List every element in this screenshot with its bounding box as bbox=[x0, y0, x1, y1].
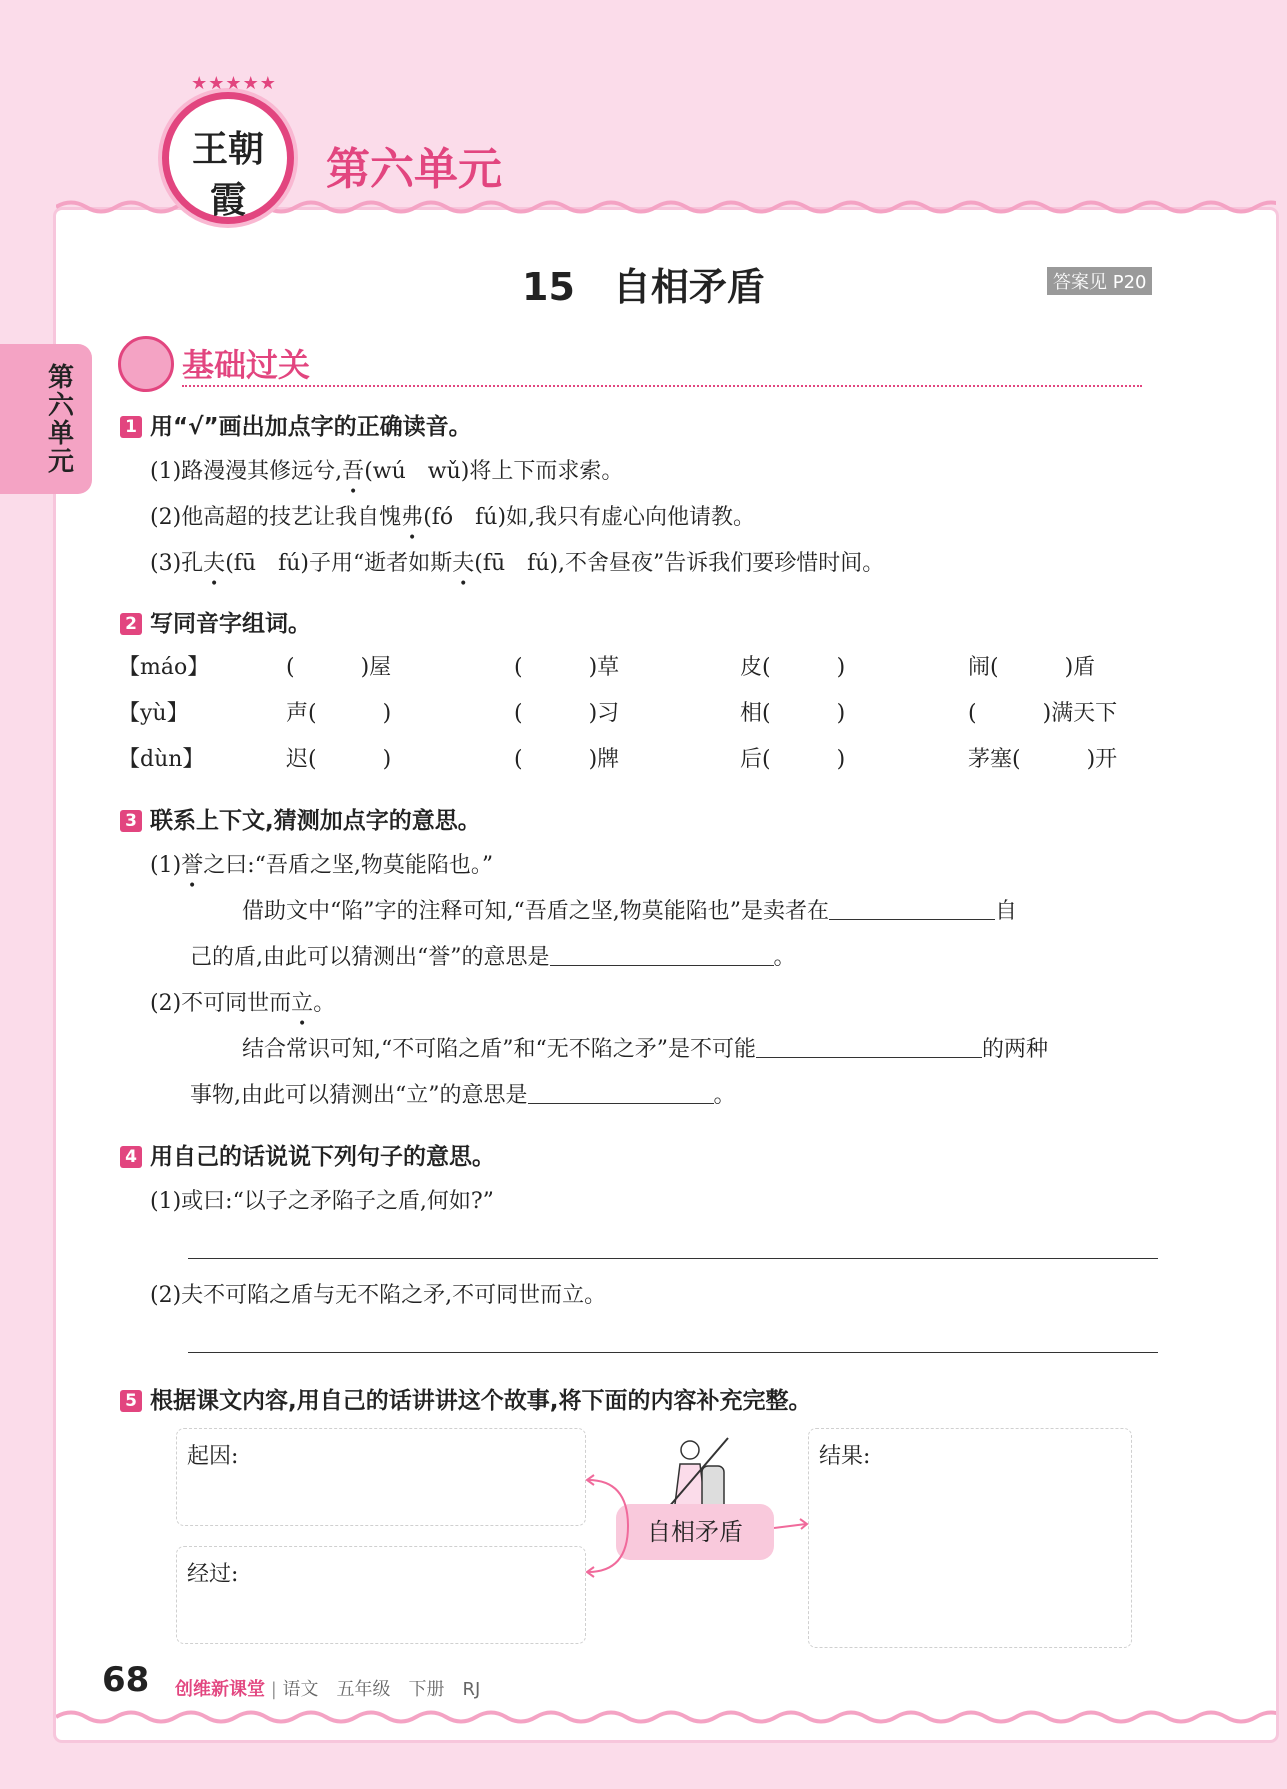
result-label: 结果: bbox=[819, 1444, 871, 1469]
footer-brand: 创维新课堂 bbox=[175, 1679, 265, 1700]
process-box[interactable] bbox=[176, 1546, 586, 1644]
q3-sub2-line2-end: 。 bbox=[713, 1083, 736, 1108]
q3-sub1-line1 bbox=[242, 894, 1017, 925]
q1-item-1-pre: (1)路漫漫其修远兮, bbox=[150, 459, 343, 484]
q4-prompt: 用自己的话说说下列句子的意思。 bbox=[150, 1144, 495, 1170]
section-divider bbox=[182, 385, 1142, 387]
q1-heading bbox=[120, 408, 472, 441]
q5-number: 5 bbox=[120, 1390, 142, 1412]
q1-item-1-post: (wú wǔ)将上下而求索。 bbox=[364, 459, 624, 484]
q2-pinyin: 【dùn】 bbox=[118, 747, 205, 772]
q1-item-1-dotted: 吾 bbox=[342, 459, 365, 484]
q3-sub2-line1-end: 的两种 bbox=[981, 1037, 1048, 1062]
cause-box[interactable] bbox=[176, 1428, 586, 1526]
q2-cell[interactable]: ( )习 bbox=[514, 701, 620, 726]
brand-logo bbox=[162, 73, 294, 224]
section-avatar-icon bbox=[118, 336, 174, 392]
q1-item-3 bbox=[150, 546, 884, 577]
q1-item-2-post: (fó fú)如,我只有虚心向他请教。 bbox=[423, 505, 756, 530]
q4-sentence-2: (2)夫不可陷之盾与无不陷之矛,不可同世而立。 bbox=[150, 1283, 607, 1308]
q3-sub2-post: 。 bbox=[313, 991, 336, 1016]
unit-title: 第六单元 bbox=[326, 144, 502, 195]
footer-book-info: 语文 五年级 下册 RJ bbox=[282, 1679, 481, 1700]
arrow-to-cause-and-process bbox=[584, 1466, 634, 1586]
q1-item-3-dotted-2: 夫 bbox=[452, 551, 475, 576]
q2-pinyin: 【yù】 bbox=[118, 701, 189, 726]
q4-answer-line-1[interactable] bbox=[188, 1258, 1158, 1259]
answer-blank[interactable] bbox=[550, 964, 774, 966]
q3-sub2-line1-text: 结合常识可知,“不可陷之盾”和“无不陷之矛”是不可能 bbox=[242, 1037, 756, 1062]
arrow-to-result bbox=[774, 1516, 810, 1536]
side-tab bbox=[0, 344, 92, 494]
bottom-wave-border bbox=[56, 1708, 1276, 1726]
q5-heading bbox=[120, 1382, 811, 1415]
answer-blank[interactable] bbox=[756, 1056, 982, 1058]
q1-item-3-mid: (fū fú)子用“逝者如斯 bbox=[225, 551, 453, 576]
q2-cell[interactable]: 后( ) bbox=[740, 747, 846, 772]
q1-item-1 bbox=[150, 454, 623, 485]
q2-cell[interactable]: ( )草 bbox=[514, 655, 620, 680]
center-topic: 自相矛盾 bbox=[616, 1504, 774, 1560]
q3-sub1-dotted: 誉 bbox=[181, 853, 204, 878]
q3-sub1-line2 bbox=[190, 940, 796, 971]
q2-heading bbox=[120, 605, 311, 638]
cause-label: 起因: bbox=[187, 1444, 239, 1469]
q2-cell[interactable]: 茅塞( )开 bbox=[968, 747, 1118, 772]
q4-sentence-1: (1)或曰:“以子之矛陷子之盾,何如?” bbox=[150, 1189, 494, 1214]
q3-sub2 bbox=[150, 986, 335, 1017]
q1-item-3-post: (fū fú),不舍昼夜”告诉我们要珍惜时间。 bbox=[474, 551, 885, 576]
q3-sub1-line1-end: 自 bbox=[994, 899, 1017, 924]
q3-heading bbox=[120, 802, 481, 835]
q1-item-2-dotted: 弗 bbox=[401, 505, 424, 530]
q2-cell[interactable]: 闹( )盾 bbox=[968, 655, 1096, 680]
answer-reference: 答案见 P20 bbox=[1047, 267, 1152, 295]
page-number: 68 bbox=[102, 1660, 150, 1700]
q2-cell[interactable]: 相( ) bbox=[740, 701, 846, 726]
q2-cell[interactable]: ( )牌 bbox=[514, 747, 620, 772]
process-label: 经过: bbox=[187, 1562, 239, 1587]
q3-sub1-pre: (1) bbox=[150, 853, 182, 878]
q1-item-2 bbox=[150, 500, 755, 531]
q1-item-2-pre: (2)他高超的技艺让我自愧 bbox=[150, 505, 402, 530]
q1-item-3-dotted: 夫 bbox=[203, 551, 226, 576]
q1-item-3-pre: (3)孔 bbox=[150, 551, 204, 576]
side-tab-label: 第六单元 bbox=[48, 363, 75, 477]
q2-cell[interactable]: ( )屋 bbox=[286, 655, 392, 680]
q3-sub1-post: 之曰:“吾盾之坚,物莫能陷也。” bbox=[203, 853, 494, 878]
q4-number: 4 bbox=[120, 1146, 142, 1168]
q1-number: 1 bbox=[120, 416, 142, 438]
q2-cell[interactable]: 迟( ) bbox=[286, 747, 392, 772]
q5-prompt: 根据课文内容,用自己的话讲讲这个故事,将下面的内容补充完整。 bbox=[150, 1388, 812, 1414]
q1-prompt: 用“√”画出加点字的正确读音。 bbox=[150, 414, 472, 440]
q3-sub2-line2-text: 事物,由此可以猜测出“立”的意思是 bbox=[190, 1083, 528, 1108]
q3-sub2-line1 bbox=[242, 1032, 1048, 1063]
q4-answer-line-2[interactable] bbox=[188, 1352, 1158, 1353]
footer-info: 创维新课堂 | 语文 五年级 下册 RJ bbox=[175, 1679, 481, 1700]
q2-pinyin: 【máo】 bbox=[118, 655, 210, 680]
logo-text: 王朝霞 bbox=[191, 128, 264, 221]
q3-sub1-line1-text: 借助文中“陷”字的注释可知,“吾盾之坚,物莫能陷也”是卖者在 bbox=[242, 899, 829, 924]
q2-number: 2 bbox=[120, 613, 142, 635]
q3-number: 3 bbox=[120, 810, 142, 832]
q2-cell[interactable]: ( )满天下 bbox=[968, 701, 1118, 726]
q4-heading bbox=[120, 1138, 495, 1171]
lesson-title: 15 自相矛盾 bbox=[522, 265, 765, 309]
answer-blank[interactable] bbox=[528, 1102, 714, 1104]
q2-prompt: 写同音字组词。 bbox=[150, 611, 311, 637]
q3-sub2-line2 bbox=[190, 1078, 736, 1109]
q3-sub1 bbox=[150, 848, 493, 879]
q3-prompt: 联系上下文,猜测加点字的意思。 bbox=[150, 808, 481, 834]
result-box[interactable] bbox=[808, 1428, 1132, 1648]
star-icon: ★★★★★ bbox=[191, 73, 277, 94]
q2-cell[interactable]: 皮( ) bbox=[740, 655, 846, 680]
answer-blank[interactable] bbox=[829, 918, 995, 920]
q3-sub1-line2-end: 。 bbox=[773, 945, 796, 970]
q2-cell[interactable]: 声( ) bbox=[286, 701, 392, 726]
section-title: 基础过关 bbox=[182, 346, 311, 384]
q3-sub1-line2-text: 己的盾,由此可以猜测出“誉”的意思是 bbox=[190, 945, 550, 970]
q3-sub2-pre: (2)不可同世而 bbox=[150, 991, 292, 1016]
q3-sub2-dotted: 立 bbox=[291, 991, 314, 1016]
